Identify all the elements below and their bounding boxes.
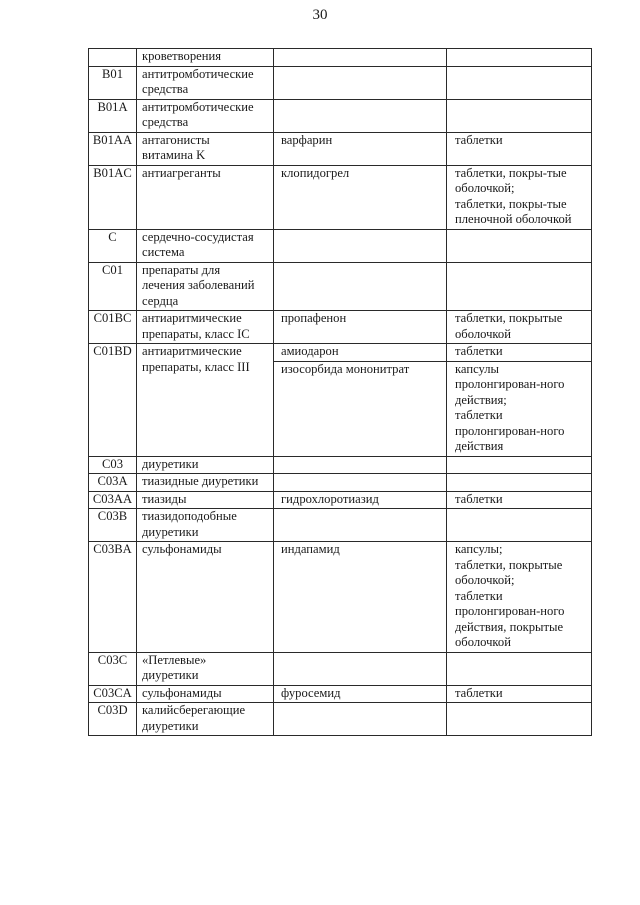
atc-code-cell: C03BA bbox=[89, 542, 137, 653]
table-row bbox=[89, 262, 592, 311]
dosage-form-cell bbox=[447, 652, 592, 685]
table-row bbox=[89, 491, 592, 509]
dosage-form-cell bbox=[447, 262, 592, 311]
dosage-form-cell bbox=[447, 66, 592, 99]
atc-code-cell: B01AC bbox=[89, 165, 137, 229]
drug-name-cell bbox=[274, 99, 447, 132]
dosage-form-cell: таблетки bbox=[447, 344, 592, 362]
table-row bbox=[89, 474, 592, 492]
group-name-cell: препараты для лечения заболеваний сердца bbox=[137, 262, 274, 311]
atc-code-cell: C03D bbox=[89, 703, 137, 736]
group-name-cell: кроветворения bbox=[137, 49, 274, 67]
atc-code-cell: C bbox=[89, 229, 137, 262]
atc-code-cell: C03 bbox=[89, 456, 137, 474]
table-row bbox=[89, 685, 592, 703]
atc-code-cell bbox=[89, 49, 137, 67]
dosage-form-cell: капсулы; таблетки, покрытые оболочкой; таблетки пролонгирован-ного действия, покрытые оболочкой bbox=[447, 542, 592, 653]
atc-code-cell: C01BC bbox=[89, 311, 137, 344]
dosage-form-cell bbox=[447, 229, 592, 262]
group-name-cell: сердечно-сосудистая система bbox=[137, 229, 274, 262]
atc-code-cell: C03CA bbox=[89, 685, 137, 703]
table-row bbox=[89, 509, 592, 542]
group-name-cell: сульфонамиды bbox=[137, 542, 274, 653]
group-name-cell: диуретики bbox=[137, 456, 274, 474]
atc-code-cell: B01A bbox=[89, 99, 137, 132]
drug-name-cell: фуросемид bbox=[274, 685, 447, 703]
dosage-form-cell bbox=[447, 474, 592, 492]
group-name-cell: тиазидные диуретики bbox=[137, 474, 274, 492]
drug-name-cell: амиодарон bbox=[274, 344, 447, 362]
drug-name-cell: изосорбида мононитрат bbox=[274, 361, 447, 456]
table-row bbox=[89, 456, 592, 474]
group-name-cell: антитромботические средства bbox=[137, 66, 274, 99]
dosage-form-cell: таблетки bbox=[447, 491, 592, 509]
table-row bbox=[89, 652, 592, 685]
group-name-cell: антитромботические средства bbox=[137, 99, 274, 132]
table-row bbox=[89, 542, 592, 653]
drug-name-cell: гидрохлоротиазид bbox=[274, 491, 447, 509]
group-name-cell: тиазидоподобные диуретики bbox=[137, 509, 274, 542]
table-row bbox=[89, 165, 592, 229]
table-row bbox=[89, 344, 592, 362]
atc-code-cell: C01 bbox=[89, 262, 137, 311]
drug-name-cell bbox=[274, 509, 447, 542]
drug-name-cell: пропафенон bbox=[274, 311, 447, 344]
group-name-cell: сульфонамиды bbox=[137, 685, 274, 703]
drug-name-cell: варфарин bbox=[274, 132, 447, 165]
table-body bbox=[89, 49, 592, 736]
dosage-form-cell: таблетки bbox=[447, 685, 592, 703]
dosage-form-cell: таблетки bbox=[447, 132, 592, 165]
atc-code-cell: C01BD bbox=[89, 344, 137, 457]
drug-name-cell: клопидогрел bbox=[274, 165, 447, 229]
group-name-cell: антагонисты витамина K bbox=[137, 132, 274, 165]
dosage-form-cell: таблетки, покры-тые оболочкой; таблетки, покры-тые пленочной оболочкой bbox=[447, 165, 592, 229]
atc-code-cell: C03C bbox=[89, 652, 137, 685]
dosage-form-cell bbox=[447, 509, 592, 542]
table-row bbox=[89, 99, 592, 132]
drug-name-cell bbox=[274, 652, 447, 685]
drug-name-cell bbox=[274, 49, 447, 67]
atc-code-cell: C03AA bbox=[89, 491, 137, 509]
drug-table bbox=[88, 48, 592, 736]
drug-name-cell bbox=[274, 262, 447, 311]
drug-name-cell bbox=[274, 229, 447, 262]
atc-code-cell: C03B bbox=[89, 509, 137, 542]
atc-code-cell: B01AA bbox=[89, 132, 137, 165]
table-row bbox=[89, 49, 592, 67]
table-row bbox=[89, 229, 592, 262]
dosage-form-cell bbox=[447, 99, 592, 132]
dosage-form-cell: капсулы пролонгирован-ного действия; таблетки пролонгирован-ного действия bbox=[447, 361, 592, 456]
drug-name-cell bbox=[274, 456, 447, 474]
drug-name-cell bbox=[274, 474, 447, 492]
group-name-cell: антиаритмические препараты, класс IC bbox=[137, 311, 274, 344]
dosage-form-cell: таблетки, покрытые оболочкой bbox=[447, 311, 592, 344]
dosage-form-cell bbox=[447, 49, 592, 67]
page-number: 30 bbox=[312, 7, 328, 23]
drug-name-cell bbox=[274, 66, 447, 99]
group-name-cell: антиагреганты bbox=[137, 165, 274, 229]
atc-code-cell: B01 bbox=[89, 66, 137, 99]
dosage-form-cell bbox=[447, 703, 592, 736]
group-name-cell: тиазиды bbox=[137, 491, 274, 509]
group-name-cell: калийсберегающие диуретики bbox=[137, 703, 274, 736]
table-row bbox=[89, 703, 592, 736]
table-row bbox=[89, 311, 592, 344]
drug-name-cell: индапамид bbox=[274, 542, 447, 653]
group-name-cell: антиаритмические препараты, класс III bbox=[137, 344, 274, 457]
group-name-cell: «Петлевые» диуретики bbox=[137, 652, 274, 685]
table-row bbox=[89, 66, 592, 99]
table-row bbox=[89, 132, 592, 165]
atc-code-cell: C03A bbox=[89, 474, 137, 492]
dosage-form-cell bbox=[447, 456, 592, 474]
drug-name-cell bbox=[274, 703, 447, 736]
